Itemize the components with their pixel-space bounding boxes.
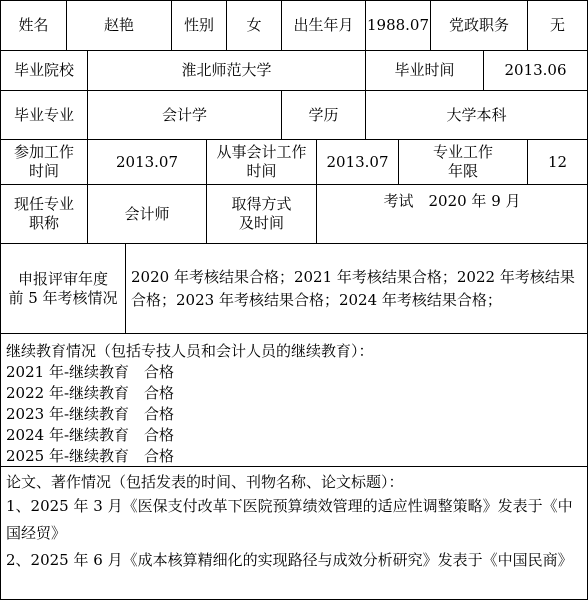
current-title-label [1, 185, 87, 243]
join-work-label [1, 140, 87, 184]
continuing-education [6, 341, 584, 467]
degree-label: 学历 [308, 105, 339, 124]
degree-value: 大学本科 [446, 105, 507, 124]
party-post-label: 党政职务 [448, 16, 509, 34]
join-work-value: 2013.07 [115, 152, 179, 171]
list-item: 2023 年-继续教育 合格 [6, 405, 175, 423]
assessment-text: 2020 年考核结果合格；2021 年考核结果合格；2022 年考核结果合格；2023 年考核结果合格；2024 年考核结果合格； [131, 267, 575, 309]
work-years-label-line: 专业工作 [432, 143, 493, 161]
birth-value: 1988.07 [366, 16, 430, 34]
current-title-value: 会计师 [124, 204, 170, 223]
list-item: 2024 年-继续教育 合格 [6, 426, 175, 444]
paper-item: 2、2025 年 6 月《成本核算精细化的实现路径与成效分析研究》发表于《中国民商》 [6, 551, 573, 569]
assessment-label-line: 申报评审年度 [17, 269, 108, 288]
obtain-method-label [207, 185, 316, 243]
school-label: 毕业院校 [13, 61, 74, 79]
assessment-label [1, 244, 125, 333]
name-label: 姓名 [18, 16, 49, 34]
accounting-work-value: 2013.07 [326, 152, 389, 171]
gender-label: 性别 [183, 16, 214, 34]
accounting-work-label-line: 从事会计工作 [216, 143, 307, 161]
work-years-label [399, 140, 527, 184]
major-label: 毕业专业 [13, 105, 74, 124]
list-item: 2025 年-继续教育 合格 [6, 447, 175, 465]
work-years-value: 12 [547, 152, 568, 171]
obtain-method-value: 考试 2020 年 9 月 [383, 192, 521, 210]
assessment-label-line: 前 5 年考核情况 [8, 288, 118, 307]
current-title-label-line: 现任专业 [13, 195, 74, 213]
obtain-method-label-line: 取得方式 [231, 195, 292, 213]
graduation-time-label: 毕业时间 [394, 61, 455, 79]
obtain-method-label-line: 及时间 [238, 214, 284, 232]
school-value: 淮北师范大学 [181, 61, 272, 79]
join-work-label-line: 参加工作 [13, 143, 74, 161]
birth-label: 出生年月 [293, 16, 354, 34]
continuing-education-heading: 继续教育情况（包括专技人员和会计人员的继续教育）： [6, 342, 374, 360]
grid-line [125, 243, 126, 333]
paper-item: 1、2025 年 3 月《医保支付改革下医院预算绩效管理的适应性调整策略》发表于《中国经贸》 [6, 497, 573, 542]
papers-section [6, 471, 582, 574]
gender-value: 女 [246, 16, 262, 34]
grid-line [0, 333, 588, 334]
major-value: 会计学 [161, 105, 207, 124]
work-years-label-line: 年限 [447, 162, 478, 180]
accounting-work-label-line: 时间 [246, 162, 277, 180]
accounting-work-label [207, 140, 316, 184]
graduation-time-value: 2013.06 [504, 61, 567, 79]
name-value: 赵艳 [103, 16, 134, 34]
join-work-label-line: 时间 [28, 162, 59, 180]
list-item: 2022 年-继续教育 合格 [6, 384, 175, 402]
current-title-label-line: 职称 [28, 214, 59, 232]
papers-heading: 论文、著作情况（包括发表的时间、刊物名称、论文标题）： [6, 473, 404, 491]
list-item: 2021 年-继续教育 合格 [6, 363, 175, 381]
party-post-value: 无 [549, 16, 565, 34]
